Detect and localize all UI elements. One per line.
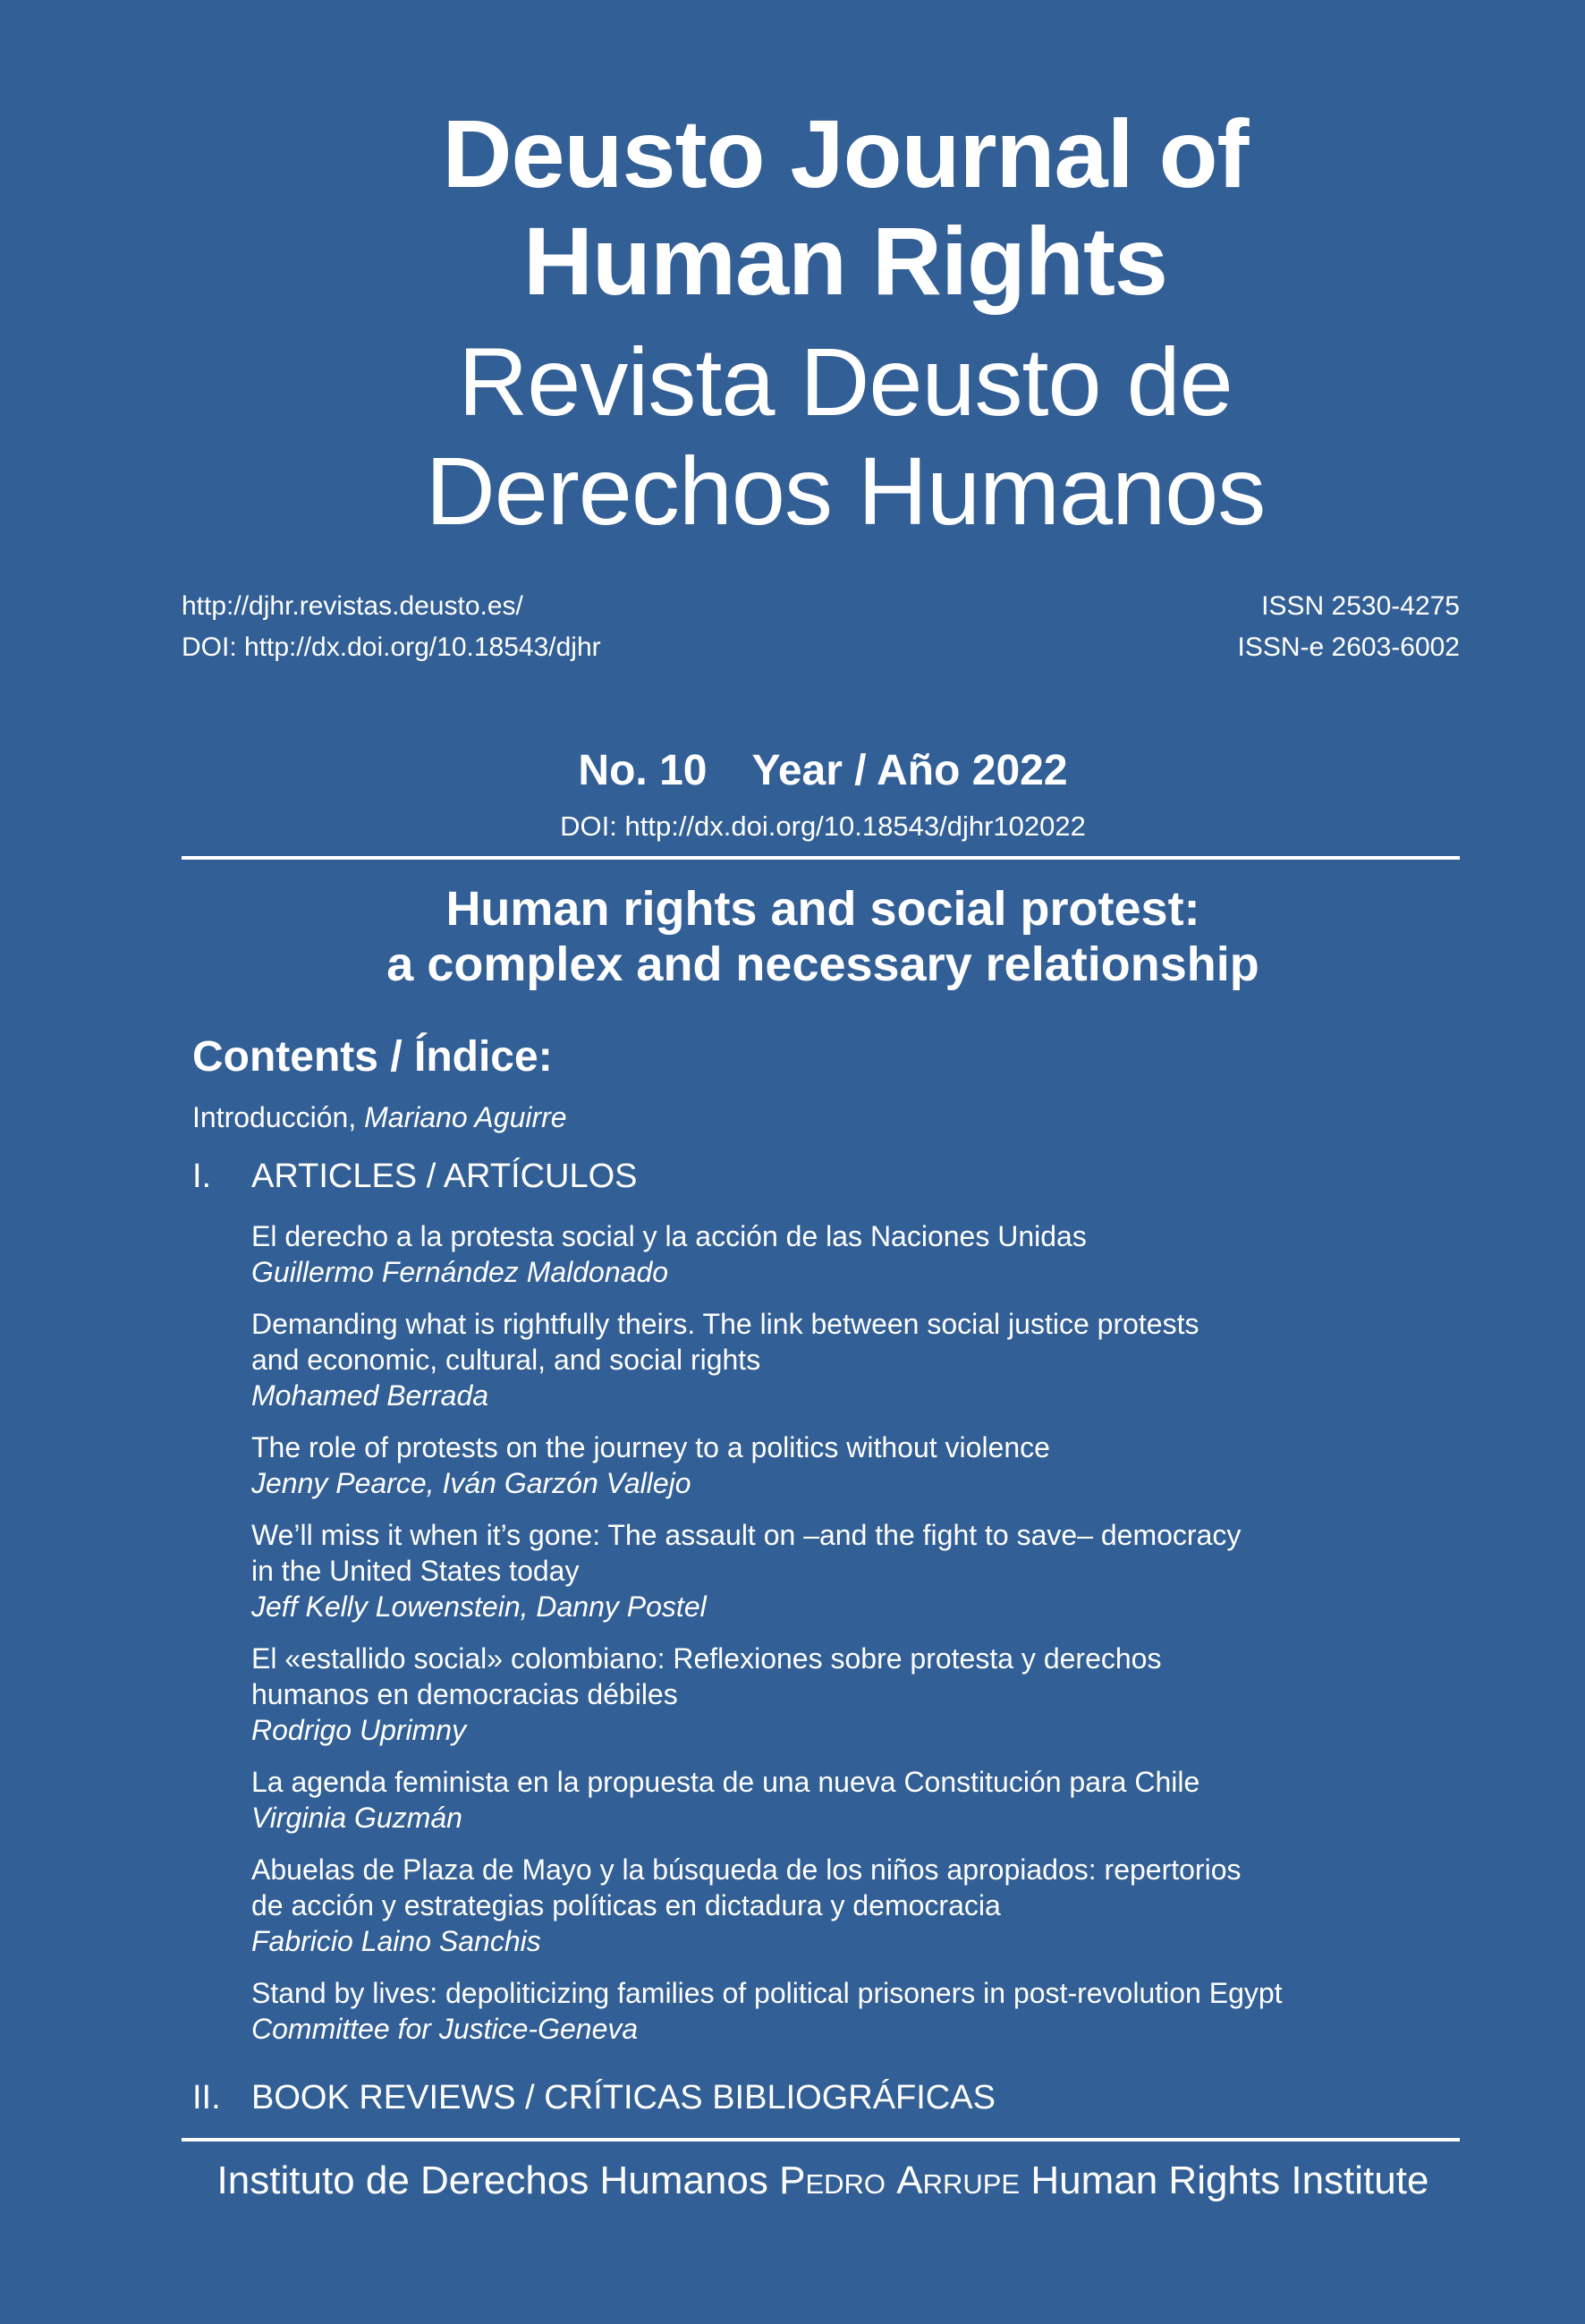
article-title: El «estallido social» colombiano: Reflexiones sobre protesta y derechos — [251, 1642, 1162, 1675]
introduction-entry[interactable] — [192, 1097, 567, 1138]
article-entry[interactable] — [251, 1429, 1414, 1501]
journal-title-english — [0, 100, 1585, 315]
article-title-cont: and economic, cultural, and social rights — [251, 1344, 761, 1376]
section-label: ARTICLES / ARTÍCULOS — [251, 1158, 638, 1195]
top-divider — [182, 856, 1460, 860]
contents-heading: Contents / Índice: — [192, 1033, 553, 1081]
article-entry[interactable] — [251, 1975, 1414, 2047]
title-es-line2: Derechos Humanos — [425, 437, 1266, 545]
article-list — [251, 1218, 1414, 2063]
article-entry[interactable] — [251, 1764, 1414, 1836]
article-entry[interactable] — [251, 1306, 1414, 1413]
journal-issn — [1238, 586, 1461, 668]
article-entry[interactable] — [251, 1641, 1414, 1748]
article-title: The role of protests on the journey to a politics without violence — [251, 1431, 1050, 1463]
footer-name-last: Arrupe — [896, 2159, 1021, 2202]
journal-url[interactable]: http://djhr.revistas.deusto.es/ — [182, 591, 523, 621]
article-author: Guillermo Fernández Maldonado — [251, 1256, 669, 1288]
article-author: Jeff Kelly Lowenstein, Danny Postel — [251, 1590, 707, 1623]
bottom-divider — [182, 2138, 1460, 2142]
intro-label: Introducción, — [192, 1101, 365, 1133]
article-title-cont: humanos en democracias débiles — [251, 1678, 678, 1710]
article-entry[interactable] — [251, 1517, 1414, 1624]
article-author: Fabricio Laino Sanchis — [251, 1925, 541, 1957]
journal-title-spanish — [0, 327, 1585, 546]
title-en-line2: Human Rights — [522, 207, 1167, 315]
issue-doi[interactable]: DOI: http://dx.doi.org/10.18543/djhr102022 — [560, 810, 1086, 842]
title-es-line1: Revista Deusto de — [458, 327, 1233, 436]
footer-name-first: Pedro — [779, 2159, 886, 2202]
footer-prefix: Instituto de Derechos Humanos — [216, 2159, 780, 2202]
article-title: Stand by lives: depoliticizing families of political prisoners in post-revolution Egypt — [251, 1977, 1283, 2009]
title-en-line1: Deusto Journal of — [442, 99, 1249, 208]
article-author: Virginia Guzmán — [251, 1802, 462, 1834]
article-title: El derecho a la protesta social y la acción de las Naciones Unidas — [251, 1220, 1087, 1252]
article-title-cont: de acción y estrategias políticas en dictadura y democracia — [251, 1889, 1001, 1921]
article-title-cont: in the United States today — [251, 1555, 580, 1587]
intro-author: Mariano Aguirre — [364, 1101, 567, 1133]
issue-number: No. 10 — [578, 747, 708, 794]
article-author: Mohamed Berrada — [251, 1379, 489, 1412]
article-author: Rodrigo Uprimny — [251, 1714, 467, 1746]
section-number: I. — [192, 1158, 212, 1195]
article-entry[interactable] — [251, 1852, 1414, 1959]
journal-links — [182, 586, 601, 668]
issn-electronic: ISSN-e 2603-6002 — [1237, 632, 1460, 662]
theme-line2: a complex and necessary relationship — [386, 937, 1259, 991]
section-label: BOOK REVIEWS / CRÍTICAS BIBLIOGRÁFICAS — [251, 2079, 996, 2116]
article-title: Demanding what is rightfully theirs. The link between social justice protests — [251, 1308, 1199, 1340]
issue-info — [0, 744, 1585, 798]
article-author: Committee for Justice-Geneva — [251, 2013, 639, 2045]
article-title: Abuelas de Plaza de Mayo y la búsqueda de los niños apropiados: repertorios — [251, 1853, 1242, 1886]
section-number: II. — [192, 2079, 221, 2116]
footer-suffix: Human Rights Institute — [1020, 2159, 1429, 2202]
issue-theme — [0, 881, 1585, 992]
issn-print: ISSN 2530-4275 — [1261, 591, 1460, 621]
article-title: La agenda feminista en la propuesta de una nueva Constitución para Chile — [251, 1766, 1200, 1798]
issue-year: Year / Año 2022 — [751, 747, 1068, 794]
article-author: Jenny Pearce, Iván Garzón Vallejo — [251, 1467, 691, 1499]
publisher-footer — [0, 2156, 1585, 2206]
theme-line1: Human rights and social protest: — [445, 882, 1200, 936]
article-title: We’ll miss it when it’s gone: The assault on –and the fight to save– democracy — [251, 1519, 1242, 1551]
journal-doi[interactable]: DOI: http://dx.doi.org/10.18543/djhr — [182, 632, 601, 662]
article-entry[interactable] — [251, 1218, 1414, 1290]
